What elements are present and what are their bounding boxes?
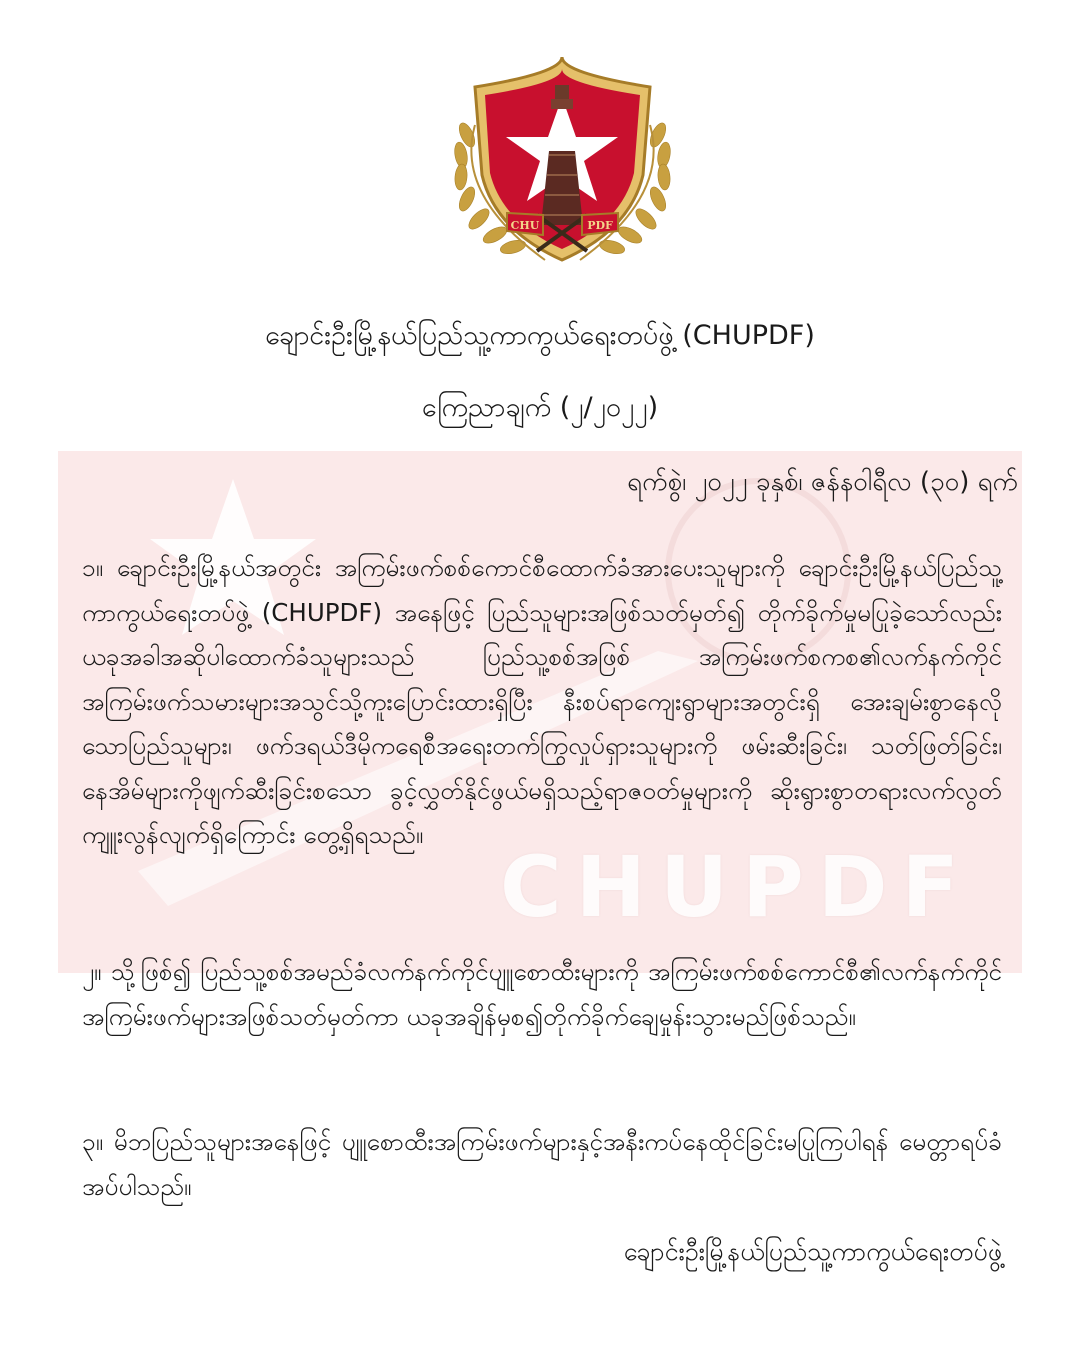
signature: ချောင်းဦးမြို့နယ်ပြည်သူ့ကာကွယ်ရေးတပ်ဖွဲ့ [623, 1237, 1002, 1266]
notice-number: ကြေညာချက် (၂/၂၀၂၂) [421, 392, 659, 423]
logo-banner-left: CHU [510, 219, 540, 232]
paragraph-2: ၂။ သို့ဖြစ်၍ ပြည်သူ့စစ်အမည်ခံလက်နက်ကိုင်ပျူစောထီးများကို အကြမ်းဖက်စစ်ကောင်စီ၏လက်နက်ကိုင်အကြမ်းဖက်များအဖြစ်သတ်မှတ်ကာ ယခုအချိန်မှစ၍တိုက်ခိုက်ချေမှုန်းသွားမည်ဖြစ်သည်။ [82, 957, 1002, 1031]
paragraph-1: ၁။ ချောင်းဦးမြို့နယ်အတွင်း အကြမ်းဖက်စစ်ကောင်စီထောက်ခံအားပေးသူများကို ချောင်းဦးမြို့နယ်ပြည်သူ့ကာကွယ်ရေးတပ်ဖွဲ့ (CHUPDF) အနေဖြင့် ပြည်သူများအဖြစ်သတ်မှတ်၍ တိုက်ခိုက်မှုမပြုခဲ့သော်လည်း ယခုအခါအဆိုပါထောက်ခံသူများသည် ပြည်သူ့စစ်အဖြစ် အကြမ်းဖက်စကစ၏လက်နက်ကိုင်အကြမ်းဖက်သမားများအသွင်သို့ကူးပြောင်းထားရှိပြီး နီးစပ်ရာကျေးရွာများအတွင်းရှိ အေးချမ်းစွာနေလိုသောပြည်သူများ၊ ဖက်ဒရယ်ဒီမိုကရေစီအရေးတက်ကြွလှုပ်ရှားသူများကို ဖမ်းဆီးခြင်း၊ သတ်ဖြတ်ခြင်း၊ နေအိမ်များကိုဖျက်ဆီးခြင်းစသော ခွင့်လွှတ်နိုင်ဖွယ်မရှိသည့်ရာဇဝတ်မှုများကို ဆိုးရွားစွာတရားလက်လွတ်ကျူးလွန်လျက်ရှိကြောင်း တွေ့ရှိရသည်။ [82, 553, 1002, 849]
page-title: ချောင်းဦးမြို့နယ်ပြည်သူ့ကာကွယ်ရေးတပ်ဖွဲ့ (CHUPDF) [265, 320, 815, 351]
paragraph-3: ၃။ မိဘပြည်သူများအနေဖြင့် ပျူစောထီးအကြမ်းဖက်များနှင့်အနီးကပ်နေထိုင်ခြင်းမပြုကြပါရန် မေတ္တာရပ်ခံအပ်ပါသည်။ [82, 1127, 1002, 1201]
logo-banner-right: PDF [587, 219, 613, 232]
watermark-text: CHUPDF [500, 838, 973, 936]
date-line: ရက်စွဲ၊ ၂၀၂၂ ခုနှစ်၊ ဇန်နဝါရီလ (၃၀) ရက် [627, 467, 1018, 497]
chupdf-logo [445, 55, 680, 270]
